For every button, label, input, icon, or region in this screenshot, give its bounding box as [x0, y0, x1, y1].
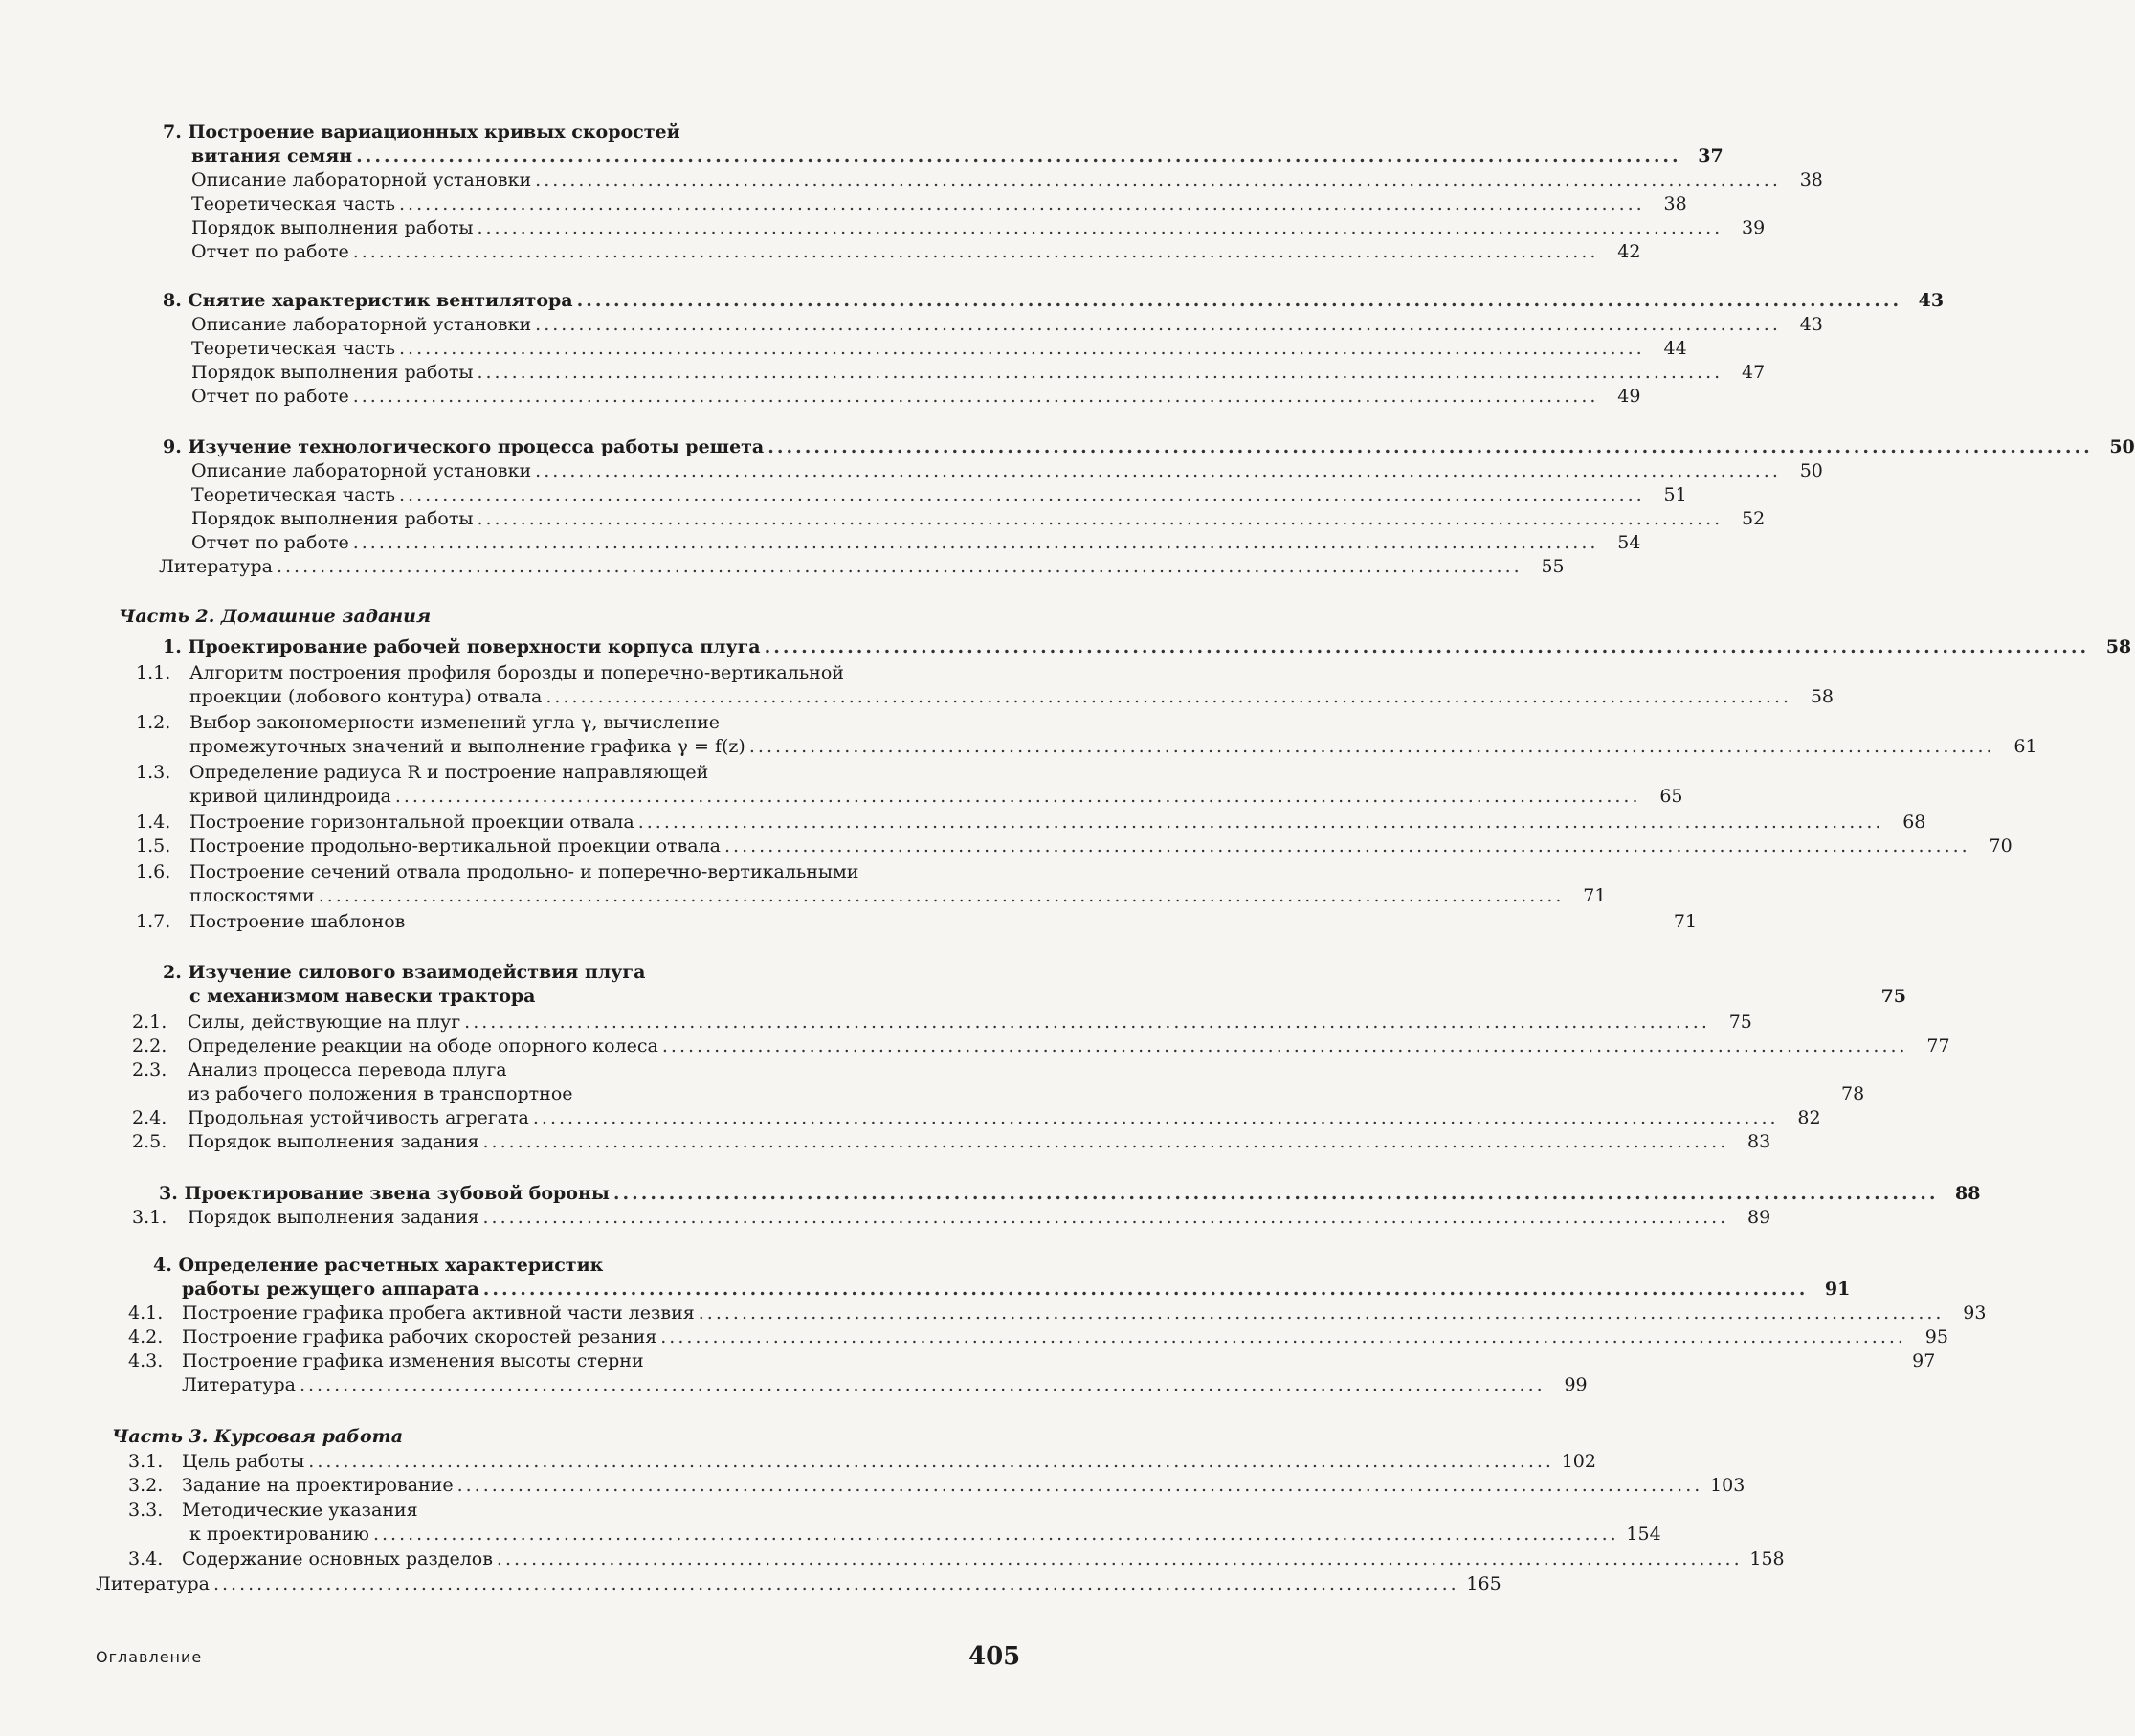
toc-entry[interactable]: [136, 910, 1698, 934]
leader-dots: ................................................................................................................................................: [477, 362, 1724, 383]
toc-entry-title: Описание лабораторной установки: [191, 169, 532, 190]
toc-page-number: 103: [1710, 1475, 1746, 1496]
toc-entry[interactable]: [191, 459, 1823, 483]
leader-dots: ................................................................................................................................................: [482, 1131, 1729, 1152]
toc-page-number: 78: [1841, 1083, 1865, 1104]
toc-page-number: 77: [1926, 1035, 1950, 1057]
leader-dots: ................................................................................................................................................: [372, 1524, 1619, 1545]
toc-entry[interactable]: [132, 1011, 1752, 1035]
toc-page-number: 95: [1924, 1326, 1948, 1347]
toc-entry-number: 4.1.: [128, 1302, 164, 1324]
toc-entry[interactable]: [191, 337, 1687, 361]
toc-page-number: 38: [1799, 169, 1823, 190]
toc-page-number: 75: [1728, 1012, 1752, 1033]
toc-page-number: 37: [1698, 145, 1724, 167]
leader-dots: ................................................................................................................................................: [477, 217, 1724, 238]
toc-entry[interactable]: [189, 685, 1835, 709]
toc-entry-title: Литература: [182, 1374, 296, 1395]
toc-page-number: 54: [1617, 532, 1641, 553]
toc-entry-title: Описание лабораторной установки: [191, 460, 532, 481]
leader-dots: ................................................................................................................................................: [352, 386, 1599, 407]
toc-hw-3[interactable]: [159, 1182, 1981, 1206]
toc-entry[interactable]: [128, 1474, 1746, 1498]
leader-dots: ................................................................................................................................................: [399, 484, 1645, 505]
running-footer-label: Оглавление: [96, 1648, 203, 1666]
toc-entry-number: 1.7.: [136, 911, 171, 932]
leader-dots: ................................................................................................................................................: [356, 145, 1681, 167]
leader-dots: [409, 910, 1655, 934]
toc-page-number: 50: [2109, 436, 2135, 457]
toc-entry-title: Теоретическая часть: [191, 338, 395, 359]
toc-page-number: 52: [1741, 508, 1766, 529]
leader-dots: [539, 985, 1864, 1009]
toc-entry[interactable]: [128, 1325, 1948, 1349]
toc-entry-number: 2.4.: [132, 1107, 167, 1128]
leader-dots: ................................................................................................................................................: [535, 169, 1781, 190]
toc-entry-title: Отчет по работе: [191, 386, 349, 407]
toc-entry-title-line2: к проектированию: [189, 1524, 369, 1545]
leader-dots: ................................................................................................................................................: [212, 1573, 1459, 1594]
toc-page-number: 44: [1663, 338, 1687, 359]
toc-page-number: 61: [2013, 736, 2037, 757]
toc-entry-title: Содержание основных разделов: [182, 1548, 493, 1569]
toc-page-number: 38: [1663, 193, 1687, 214]
toc-entry-title-line2: промежуточных значений и выполнение графика γ = f(z): [189, 736, 745, 757]
toc-entry-title: Порядок выполнения задания: [188, 1131, 479, 1152]
toc-entry-title: Силы, действующие на плуг: [188, 1012, 461, 1033]
leader-dots: ................................................................................................................................................: [456, 1475, 1703, 1496]
toc-section-title-line2: работы режущего аппарата: [182, 1279, 479, 1300]
leader-dots: ................................................................................................................................................: [299, 1374, 1546, 1395]
toc-entry-title: Отчет по работе: [191, 241, 349, 262]
leader-dots: ................................................................................................................................................: [535, 314, 1781, 335]
toc-literature[interactable]: [96, 1572, 1501, 1596]
toc-page-number: 42: [1617, 241, 1641, 262]
toc-entry-title: Продольная устойчивость агрегата: [188, 1107, 529, 1128]
toc-entry-number: 2.3.: [132, 1059, 167, 1080]
toc-entry-title-line2: плоскостями: [189, 885, 315, 906]
toc-section-title: 3. Проектирование звена зубовой бороны: [159, 1183, 610, 1204]
toc-entry-title: Построение шаблонов: [189, 911, 406, 932]
toc-section-title: 1. Проектирование рабочей поверхности корпуса плуга: [163, 636, 761, 657]
toc-page-number: 50: [1799, 460, 1823, 481]
toc-entry-title-line1: Методические указания: [182, 1500, 418, 1521]
leader-dots: ................................................................................................................................................: [477, 508, 1724, 529]
toc-entry[interactable]: [136, 835, 2013, 858]
toc-entry[interactable]: [189, 884, 1607, 908]
toc-entry-title: Построение горизонтальной проекции отвала: [189, 812, 634, 833]
toc-entry[interactable]: [191, 483, 1687, 507]
toc-entry-title: Отчет по работе: [191, 532, 349, 553]
leader-dots: [577, 1082, 1823, 1106]
toc-page-number: 93: [1963, 1302, 1987, 1324]
leader-dots: ................................................................................................................................................: [352, 532, 1599, 553]
toc-entry-title: Определение реакции на ободе опорного колеса: [188, 1035, 658, 1057]
leader-dots: ................................................................................................................................................: [764, 636, 2090, 657]
toc-entry[interactable]: [191, 216, 1766, 240]
toc-entry-title-line1: Алгоритм построения профиля борозды и поперечно-вертикальной: [189, 662, 844, 683]
leader-dots: ................................................................................................................................................: [661, 1035, 1908, 1057]
toc-entry[interactable]: [191, 531, 1641, 555]
page-number: 405: [968, 1642, 1021, 1671]
toc-page-number: 97: [1912, 1350, 1936, 1371]
toc-entry[interactable]: [189, 735, 2037, 759]
toc-page-number: 91: [1824, 1279, 1851, 1300]
leader-dots: ................................................................................................................................................: [482, 1207, 1729, 1228]
toc-section-title: 9. Изучение технологического процесса работы решета: [163, 436, 765, 457]
leader-dots: ................................................................................................................................................: [464, 1012, 1710, 1033]
toc-section-title: 8. Снятие характеристик вентилятора: [163, 290, 573, 311]
toc-entry-title: Литература: [96, 1573, 210, 1594]
toc-page-number: 75: [1880, 986, 1907, 1007]
toc-hw-1[interactable]: [163, 635, 2132, 659]
toc-entry-number: 1.3.: [136, 762, 171, 783]
toc-section-8[interactable]: [163, 289, 1945, 313]
toc-page-number: 43: [1799, 314, 1823, 335]
toc-entry-number: 4.3.: [128, 1350, 164, 1371]
leader-dots: ................................................................................................................................................: [660, 1326, 1906, 1347]
leader-dots: ................................................................................................................................................: [276, 556, 1523, 577]
toc-part-3-title[interactable]: Часть 3. Курсовая работа: [112, 1426, 404, 1447]
leader-dots: ................................................................................................................................................: [394, 786, 1641, 807]
toc-entry-number: 1.5.: [136, 835, 171, 857]
toc-entry-number: 2.1.: [132, 1012, 167, 1033]
toc-page-number: 71: [1583, 885, 1607, 906]
toc-entry[interactable]: [132, 1035, 1950, 1058]
toc-entry-title: Литература: [159, 556, 273, 577]
toc-entry[interactable]: [128, 1302, 1987, 1325]
toc-entry-title: Порядок выполнения работы: [191, 217, 474, 238]
toc-entry[interactable]: [128, 1450, 1596, 1474]
toc-entry-number: 3.1.: [128, 1451, 164, 1472]
toc-page-number: 158: [1749, 1548, 1785, 1569]
toc-entry-title-line1: Выбор закономерности изменений угла γ, вычисление: [189, 712, 720, 733]
toc-page-number: 102: [1561, 1451, 1596, 1472]
toc-entry-title: Теоретическая часть: [191, 484, 395, 505]
leader-dots: ................................................................................................................................................: [748, 736, 1995, 757]
toc-page-number: 47: [1741, 362, 1766, 383]
toc-page-number: 51: [1663, 484, 1687, 505]
toc-entry[interactable]: [132, 1130, 1771, 1154]
toc-section-title-line2: с механизмом навески трактора: [189, 986, 536, 1007]
toc-hw-2-title-line1: 2. Изучение силового взаимодействия плуга: [163, 962, 646, 983]
toc-entry[interactable]: [191, 361, 1766, 385]
toc-entry-title: Цель работы: [182, 1451, 305, 1472]
toc-entry-title: Порядок выполнения задания: [188, 1207, 479, 1228]
leader-dots: ................................................................................................................................................: [612, 1183, 1939, 1204]
toc-entry-title-line1: Построение сечений отвала продольно- и поперечно-вертикальными: [189, 861, 859, 882]
leader-dots: ................................................................................................................................................: [724, 835, 1970, 857]
toc-entry-title: Порядок выполнения работы: [191, 362, 474, 383]
toc-page-number: 70: [1989, 835, 2013, 857]
leader-dots: ................................................................................................................................................: [532, 1107, 1779, 1128]
leader-dots: ................................................................................................................................................: [352, 241, 1599, 262]
toc-page-number: 49: [1617, 386, 1641, 407]
toc-section-9[interactable]: [163, 435, 2135, 459]
toc-entry-title-line2: кривой цилиндроида: [189, 786, 391, 807]
toc-entry-title: Построение графика рабочих скоростей резания: [182, 1326, 657, 1347]
toc-page-number: 82: [1797, 1107, 1821, 1128]
toc-literature[interactable]: [182, 1373, 1588, 1397]
toc-entry-number: 1.4.: [136, 812, 171, 833]
toc-entry-number: 4.2.: [128, 1326, 164, 1347]
toc-entry[interactable]: [188, 1082, 1865, 1106]
toc-page-number: 68: [1902, 812, 1926, 833]
toc-entry-number: 3.1.: [132, 1207, 167, 1228]
toc-entry-number: 3.2.: [128, 1475, 164, 1496]
leader-dots: ................................................................................................................................................: [482, 1279, 1809, 1300]
toc-entry[interactable]: [191, 385, 1641, 409]
leader-dots: ................................................................................................................................................: [399, 193, 1645, 214]
toc-page-number: 71: [1673, 911, 1698, 932]
toc-entry-title: Описание лабораторной установки: [191, 314, 532, 335]
leader-dots: ................................................................................................................................................: [308, 1451, 1554, 1472]
toc-entry-number: 1.1.: [136, 662, 171, 683]
toc-entry-number: 3.3.: [128, 1500, 164, 1521]
leader-dots: ................................................................................................................................................: [535, 460, 1781, 481]
toc-entry-number: 2.2.: [132, 1035, 167, 1057]
toc-entry-title: Задание на проектирование: [182, 1475, 454, 1496]
toc-entry-title: Построение графика изменения высоты стерни: [182, 1350, 644, 1371]
toc-entry-title-line1: Анализ процесса перевода плуга: [188, 1059, 507, 1080]
toc-entry-title: Построение графика пробега активной части лезвия: [182, 1302, 695, 1324]
toc-entry[interactable]: [191, 192, 1687, 216]
toc-page-number: 65: [1659, 786, 1683, 807]
toc-page-number: 89: [1747, 1207, 1771, 1228]
leader-dots: ................................................................................................................................................: [767, 436, 2093, 457]
toc-entry[interactable]: [136, 811, 1926, 835]
toc-hw-4-title-line1: 4. Определение расчетных характеристик: [153, 1255, 604, 1276]
toc-section-7-title-line1: 7. Построение вариационных кривых скоростей: [163, 122, 680, 143]
leader-dots: ................................................................................................................................................: [399, 338, 1645, 359]
toc-page-number: 165: [1466, 1573, 1501, 1594]
leader-dots: ................................................................................................................................................: [318, 885, 1565, 906]
leader-dots: ................................................................................................................................................: [496, 1548, 1743, 1569]
leader-dots: ................................................................................................................................................: [698, 1302, 1945, 1324]
toc-page-number: 83: [1747, 1131, 1771, 1152]
toc-entry-title: Теоретическая часть: [191, 193, 395, 214]
toc-entry-title-line1: Определение радиуса R и построение направляющей: [189, 762, 709, 783]
toc-entry-title-line2: проекции (лобового контура) отвала: [189, 686, 543, 707]
toc-hw-2[interactable]: [189, 985, 1907, 1009]
toc-entry[interactable]: [128, 1349, 1936, 1373]
toc-section-7-title-line2: витания семян: [191, 145, 353, 167]
leader-dots: ................................................................................................................................................: [576, 290, 1902, 311]
toc-entry[interactable]: [191, 168, 1823, 192]
toc-entry[interactable]: [189, 1523, 1661, 1547]
toc-page-number: 39: [1741, 217, 1766, 238]
toc-entry[interactable]: [191, 313, 1823, 337]
toc-entry[interactable]: [191, 507, 1766, 531]
toc-part-2-title[interactable]: Часть 2. Домашние задания: [119, 606, 432, 627]
toc-page-number: 55: [1541, 556, 1565, 577]
toc-page-number: 58: [2105, 636, 2132, 657]
toc-page-number: 43: [1918, 290, 1945, 311]
toc-entry-number: 1.6.: [136, 861, 171, 882]
toc-entry[interactable]: [191, 240, 1641, 264]
toc-page-number: 88: [1955, 1183, 1981, 1204]
toc-entry[interactable]: [132, 1206, 1771, 1230]
toc-entry-title: Порядок выполнения работы: [191, 508, 474, 529]
toc-literature[interactable]: [159, 555, 1565, 579]
toc-entry-number: 3.4.: [128, 1548, 164, 1569]
leader-dots: ................................................................................................................................................: [545, 686, 1792, 707]
toc-page-number: 58: [1810, 686, 1835, 707]
toc-entry-title-line2: из рабочего положения в транспортное: [188, 1083, 573, 1104]
toc-entry[interactable]: [128, 1547, 1785, 1571]
toc-section-7[interactable]: [191, 145, 1724, 168]
toc-page-number: 99: [1564, 1374, 1588, 1395]
leader-dots: ................................................................................................................................................: [637, 812, 1884, 833]
toc-page-number: 154: [1626, 1524, 1661, 1545]
toc-entry-title: Построение продольно-вертикальной проекции отвала: [189, 835, 721, 857]
toc-entry[interactable]: [189, 785, 1683, 809]
leader-dots: [648, 1349, 1894, 1373]
toc-entry-number: 2.5.: [132, 1131, 167, 1152]
toc-entry[interactable]: [132, 1106, 1821, 1130]
toc-entry-number: 1.2.: [136, 712, 171, 733]
toc-hw-4[interactable]: [182, 1278, 1851, 1302]
